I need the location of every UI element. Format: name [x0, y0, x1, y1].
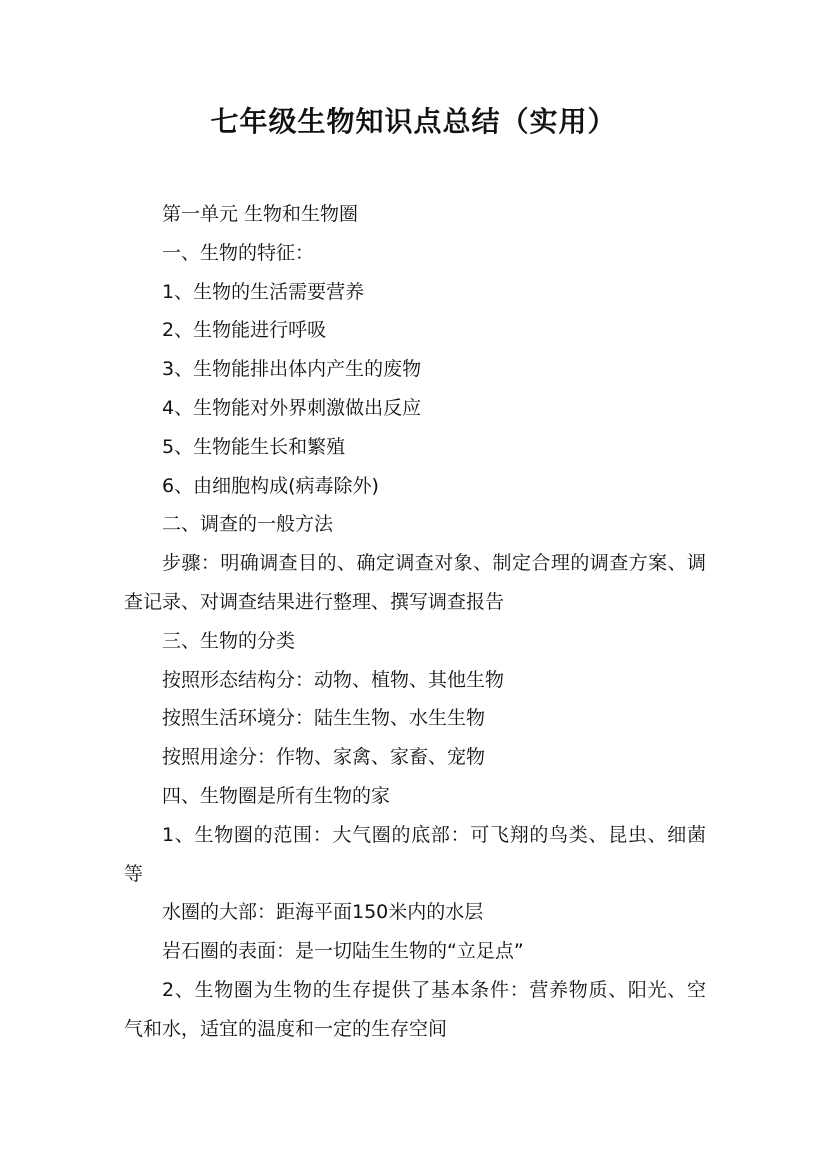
paragraph-section-3-heading: 三、生物的分类 — [162, 629, 296, 652]
paragraph-item: 6、由细胞构成(病毒除外) — [162, 474, 379, 497]
paragraph-item: 按照生活环境分：陆生生物、水生生物 — [162, 707, 486, 730]
paragraph-item: 水圈的大部：距海平面150米内的水层 — [162, 901, 484, 924]
paragraph-item: 2、生物能进行呼吸 — [162, 319, 327, 342]
paragraph-item: 按照用途分：作物、家禽、家畜、宠物 — [162, 746, 486, 769]
document-body — [124, 195, 706, 1049]
paragraph-item: 1、生物的生活需要营养 — [162, 280, 365, 303]
paragraph-item: 按照形态结构分：动物、植物、其他生物 — [162, 668, 505, 691]
paragraph-biosphere-range: 1、生物圈的范围：大气圈的底部：可飞翔的鸟类、昆虫、细菌等 — [124, 823, 706, 885]
paragraph-section-2-heading: 二、调查的一般方法 — [162, 513, 334, 536]
paragraph-unit-heading: 第一单元 生物和生物圈 — [162, 203, 359, 225]
paragraph-item: 4、生物能对外界刺激做出反应 — [162, 396, 422, 419]
paragraph-section-4-heading: 四、生物圈是所有生物的家 — [162, 784, 391, 807]
paragraph-item: 5、生物能生长和繁殖 — [162, 435, 346, 458]
paragraph-biosphere-conditions: 2、生物圈为生物的生存提供了基本条件：营养物质、阳光、空气和水，适宜的温度和一定的生存空间 — [124, 978, 706, 1040]
paragraph-survey-steps: 步骤：明确调查目的、确定调查对象、制定合理的调查方案、调查记录、对调查结果进行整理、撰写调查报告 — [124, 552, 706, 613]
paragraph-item: 3、生物能排出体内产生的废物 — [162, 358, 422, 381]
paragraph-section-1-heading: 一、生物的特征： — [162, 241, 315, 264]
document-title: 七年级生物知识点总结（实用） — [210, 105, 617, 138]
paragraph-item: 岩石圈的表面：是一切陆生生物的“立足点” — [162, 940, 524, 963]
